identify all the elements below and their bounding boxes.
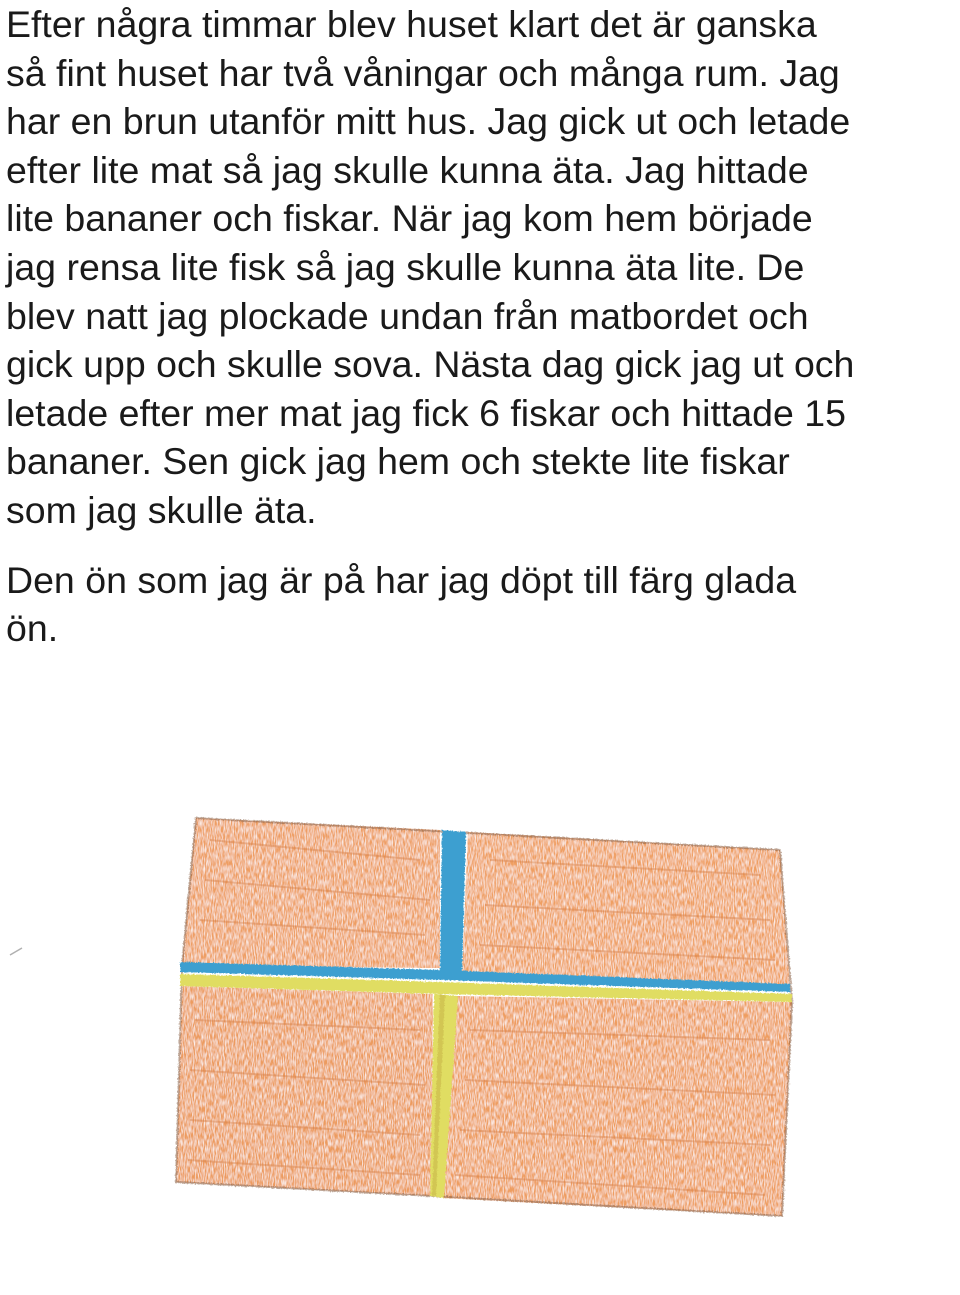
text-line: ön.: [6, 607, 59, 650]
pencil-mark: [10, 948, 22, 955]
text-line: lite bananer och fiskar. När jag kom hem började: [6, 197, 813, 240]
story-text: [6, 0, 956, 653]
flag-field: [176, 818, 792, 1216]
flag-drawing: [0, 780, 960, 1295]
flag-quadrant-bottom-right: [443, 996, 792, 1216]
text-line: Efter några timmar blev huset klart det är ganska: [6, 3, 817, 45]
text-line: bananer. Sen gick jag hem och stekte lite fiskar: [6, 440, 790, 483]
flag-quadrant-bottom-left: [176, 986, 433, 1196]
text-line: jag rensa lite fisk så jag skulle kunna äta lite. De: [6, 245, 805, 288]
text-line: så fint huset har två våningar och många rum. Jag: [6, 51, 840, 94]
cross-vertical-blue: [440, 830, 466, 974]
flag-quadrant-top-right: [462, 832, 790, 986]
text-line: letade efter mer mat jag fick 6 fiskar och hittade 15: [6, 391, 846, 434]
text-line: blev natt jag plockade undan från matbordet och: [6, 294, 809, 337]
paragraph-1: [6, 0, 956, 535]
text-line: har en brun utanför mitt hus. Jag gick ut och letade: [6, 100, 851, 143]
paragraph-2: [6, 556, 956, 653]
text-line: Den ön som jag är på har jag döpt till färg glada: [6, 558, 797, 601]
text-line: gick upp och skulle sova. Nästa dag gick jag ut och: [6, 343, 855, 386]
text-line: efter lite mat så jag skulle kunna äta. Jag hittade: [6, 148, 809, 191]
text-line: som jag skulle äta.: [6, 488, 317, 531]
